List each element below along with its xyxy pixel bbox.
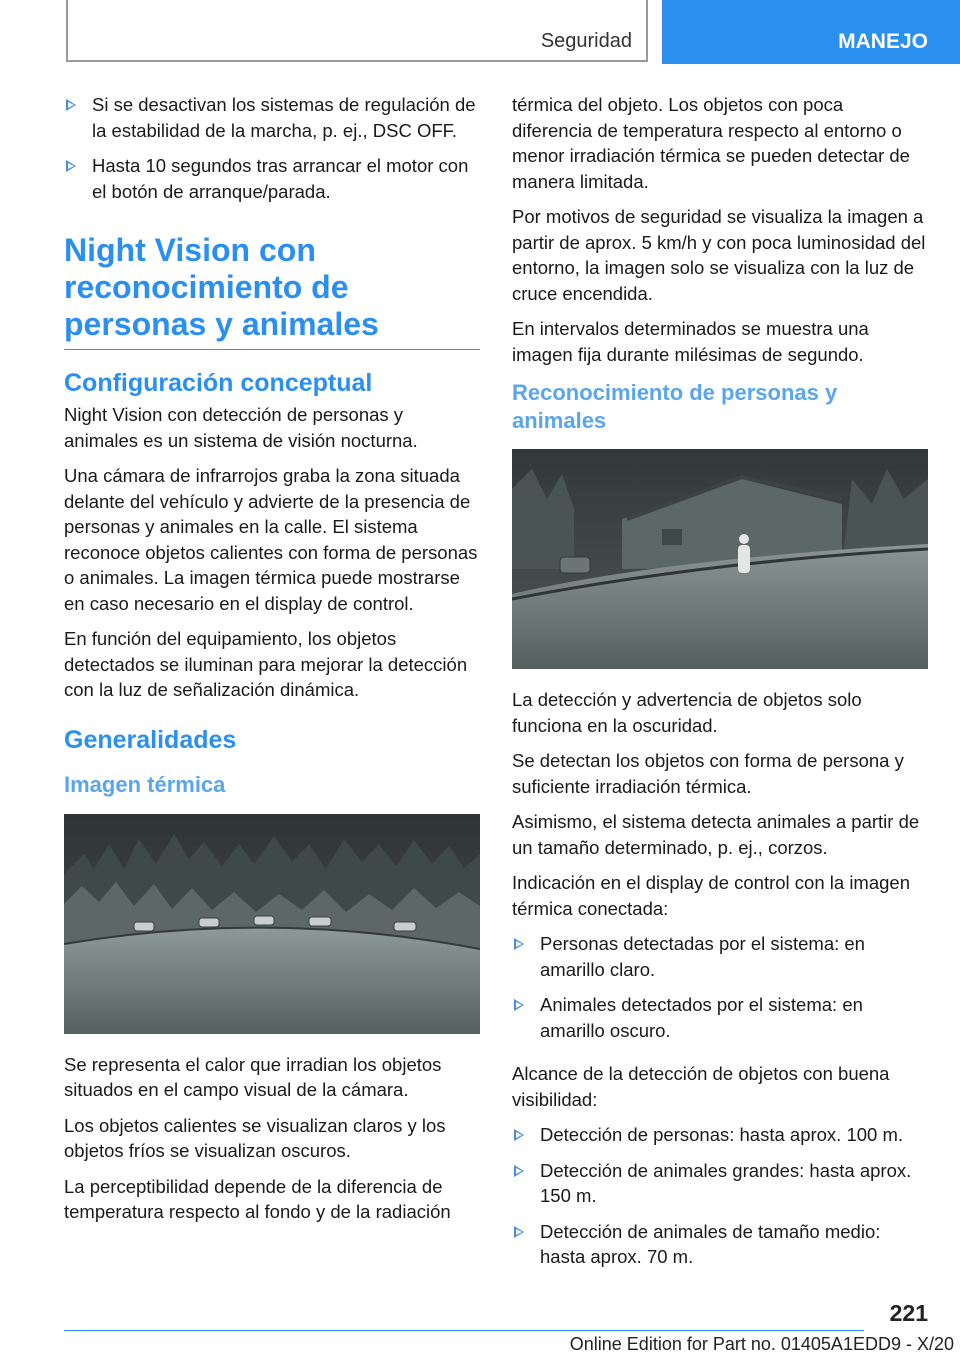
triangle-bullet-icon xyxy=(514,1165,524,1177)
paragraph: Se representa el calor que irradian los objetos situados en el campo visual de la cámara. xyxy=(64,1053,442,1100)
paragraph: Por motivos de seguridad se visualiza la imagen a partir de aprox. 5 km/h y con poca luminosidad del entorno, la imagen solo se visualiza con la luz de cruce encendida. xyxy=(512,206,926,304)
list-item: Animales detectados por el sistema: en amarillo oscuro. xyxy=(512,992,928,1043)
subheading-recognition: Reconocimiento de personas y animales xyxy=(512,380,838,433)
list-item: Personas detectadas por el sistema: en amarillo claro. xyxy=(512,931,928,982)
paragraph: La perceptibilidad depende de la diferencia de temperatura respecto al fondo y de la radiación xyxy=(64,1175,451,1222)
paragraph: térmica del objeto. Los objetos con poca diferencia de temperatura respecto al entorno o menor irradiación térmica se pueden detectar de manera limitada. xyxy=(512,94,910,192)
left-column xyxy=(64,92,480,1235)
list-item: Si se desactivan los sistemas de regulación de la estabilidad de la marcha, p. ej., DSC OFF. xyxy=(64,92,480,143)
triangle-bullet-icon xyxy=(514,938,524,950)
thermal-image-animals-illustration xyxy=(64,814,480,1034)
triangle-bullet-icon xyxy=(514,1226,524,1238)
header-section-label: Seguridad xyxy=(540,30,632,52)
section-heading-general: Generalidades xyxy=(64,725,237,754)
paragraph: Asimismo, el sistema detecta animales a partir de un tamaño determinado, p. ej., corzos. xyxy=(512,811,920,858)
paragraph: En función del equipamiento, los objetos detectados se iluminan para mejorar la detección con la luz de señalización dinámica. xyxy=(64,628,468,700)
paragraph: Una cámara de infrarrojos graba la zona situada delante del vehículo y advierte de la presencia de personas y animales en la calle. El sistema reconoce objetos calientes con forma de personas o animales. La imagen térmica puede mostrarse en caso necesario en el display de control. xyxy=(64,465,478,614)
page-title: Night Vision con reconocimiento de personas y animales xyxy=(64,232,480,350)
paragraph: Night Vision con detección de personas y animales es un sistema de visión nocturna. xyxy=(64,404,418,451)
header-chapter-tab xyxy=(662,0,960,64)
header-section-tab xyxy=(66,0,648,62)
paragraph: Se detectan los objetos con forma de persona y suficiente irradiación térmica. xyxy=(512,750,904,797)
list-item: Detección de personas: hasta aprox. 100 m. xyxy=(512,1122,928,1148)
paragraph: En intervalos determinados se muestra una imagen fija durante milésimas de segundo. xyxy=(512,318,869,365)
header-chapter-label: MANEJO xyxy=(838,30,928,53)
paragraph: La detección y advertencia de objetos solo funciona en la oscuridad. xyxy=(512,689,862,736)
thermal-image-person-illustration xyxy=(512,449,928,669)
page-number: 221 xyxy=(889,1300,928,1326)
list-item: Detección de animales grandes: hasta aprox. 150 m. xyxy=(512,1158,928,1209)
list-item: Hasta 10 segundos tras arrancar el motor con el botón de arranque/parada. xyxy=(64,153,480,204)
right-column xyxy=(512,92,928,1280)
triangle-bullet-icon xyxy=(66,160,76,172)
paragraph: Los objetos calientes se visualizan claros y los objetos fríos se visualizan oscuros. xyxy=(64,1114,446,1161)
paragraph: Indicación en el display de control con la imagen térmica conectada: xyxy=(512,872,910,919)
triangle-bullet-icon xyxy=(66,99,76,111)
list-item: Detección de animales de tamaño medio: hasta aprox. 70 m. xyxy=(512,1219,928,1270)
triangle-bullet-icon xyxy=(514,1129,524,1141)
subheading-thermal-image: Imagen térmica xyxy=(64,771,226,797)
section-heading-concept: Configuración conceptual xyxy=(64,369,373,397)
triangle-bullet-icon xyxy=(514,999,524,1011)
paragraph: Alcance de la detección de objetos con buena visibilidad: xyxy=(512,1063,890,1110)
footer-divider xyxy=(64,1330,864,1331)
footer-edition: Online Edition for Part no. 01405A1EDD9 - X/20 xyxy=(569,1334,954,1354)
